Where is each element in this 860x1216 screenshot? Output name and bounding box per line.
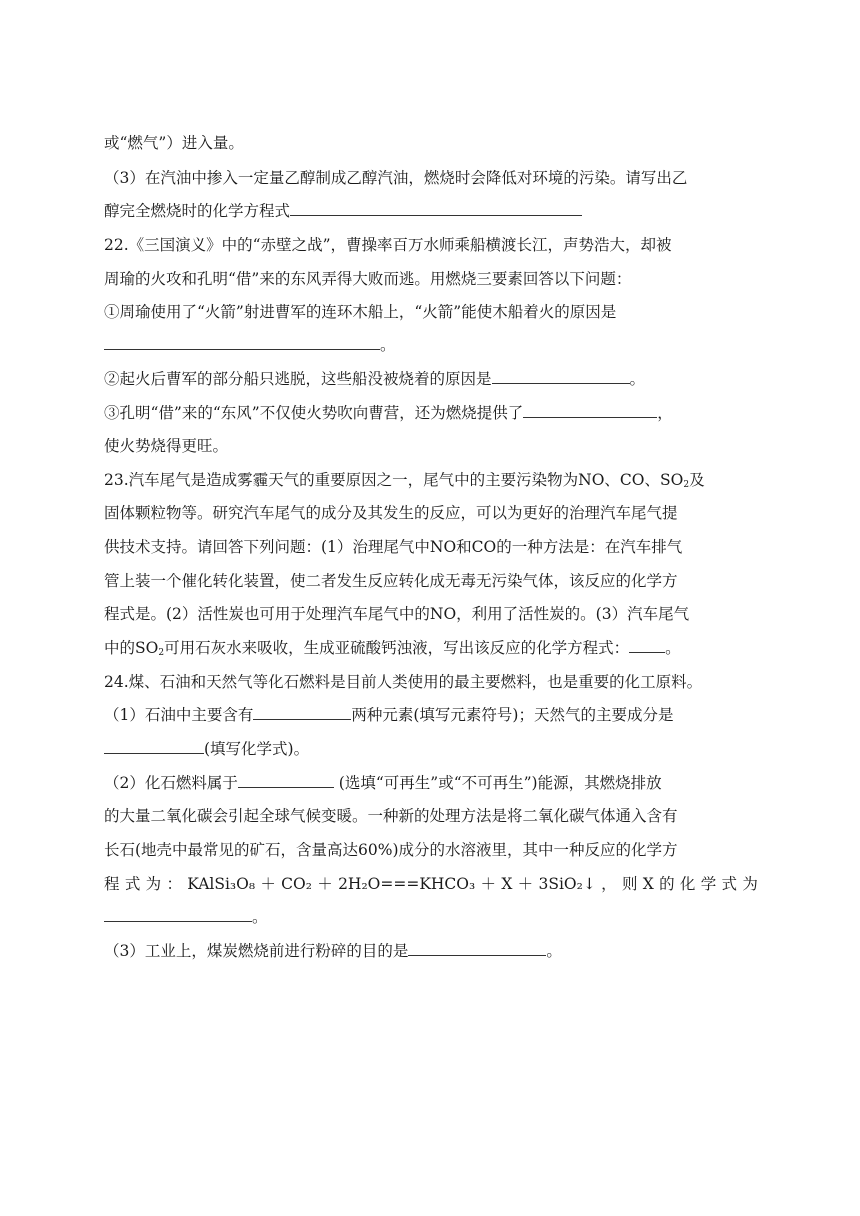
answer-blank-natural-gas-formula[interactable] xyxy=(104,739,204,754)
q24-line-7: 程 式 为 ： KAlSi₃O₈ ＋ CO₂ ＋ 2H₂O===KHCO₃ ＋ X ＋ 3SiO₂↓ ， 则 X 的 化 学 式 为 xyxy=(104,875,758,893)
q23-line-4: 管上装一个催化转化装置，使二者发生反应转化成无毒无污染气体，该反应的化学方 xyxy=(104,572,678,590)
q24-line-6: 长石(地壳中最常见的矿石，含量高达60%)成分的水溶液里，其中一种反应的化学方 xyxy=(104,841,678,859)
q21-line-2 xyxy=(104,168,687,188)
q23-line-3: 供技术支持。请回答下列问题：(1）治理尾气中NO和CO的一种方法是：在汽车排气 xyxy=(104,538,683,556)
q24-line-4: （2）化石燃料属于 (选填“可再生”或“不可再生”)能源，其燃烧排放 xyxy=(104,774,662,792)
q24-line-8: 。 xyxy=(104,907,268,927)
q21-line-1 xyxy=(104,133,244,153)
q22-text-6: ③孔明“借”来的“东风”不仅使火势吹向曹营，还为燃烧提供了 xyxy=(104,404,524,422)
q24-line-9: （3）工业上，煤炭燃烧前进行粉碎的目的是 。 xyxy=(104,942,562,960)
q21-text-1: 或“燃气”）进入量。 xyxy=(104,134,244,152)
answer-blank-equation[interactable] xyxy=(290,201,582,216)
q22-line-4: 。 xyxy=(104,335,396,355)
q24-line-2: （1）石油中主要含有 两种元素(填写元素符号)；天然气的主要成分是 xyxy=(104,706,674,724)
q23-line-2: 固体颗粒物等。研究汽车尾气的成分及其发生的反应，可以为更好的治理汽车尾气提 xyxy=(104,504,678,522)
q24-line-5: 的大量二氧化碳会引起全球气候变暖。一种新的处理方法是将二氧化碳气体通入含有 xyxy=(104,807,678,825)
answer-blank-petroleum-elements[interactable] xyxy=(253,705,351,720)
q22-line-6: ③孔明“借”来的“东风”不仅使火势吹向曹营，还为燃烧提供了 ， xyxy=(104,404,673,422)
q22-text-5: ②起火后曹军的部分船只逃脱，这些船没被烧着的原因是 xyxy=(104,370,492,388)
q23-line-6: 中的$SO_2$可用石灰水来吸收，生成亚硫酸钙浊液，写出该反应的化学方程式： 。 xyxy=(104,639,681,658)
answer-blank-renewable[interactable] xyxy=(238,773,334,788)
q22-text-3: ①周瑜使用了“火箭”射进曹军的连环木船上，“火箭”能使木船着火的原因是 xyxy=(104,303,617,321)
q21-line-3 xyxy=(104,201,582,221)
answer-blank-east-wind[interactable] xyxy=(523,403,657,418)
q22-line-2 xyxy=(104,269,631,289)
q22-text-1: 22.《三国演义》中的“赤壁之战”，曹操率百万水师乘船横渡长江，声势浩大，却被 xyxy=(104,236,672,254)
q23-line-1: 23.汽车尾气是造成雾霾天气的重要原因之一，尾气中的主要污染物为NO、CO、$SO_2$及 xyxy=(104,471,705,490)
answer-blank-fire-arrow[interactable] xyxy=(104,335,380,350)
q22-line-7 xyxy=(104,436,228,456)
answer-blank-coal-crushing[interactable] xyxy=(408,941,546,956)
q23-line-5: 程式是。(2）活性炭也可用于处理汽车尾气中的NO，利用了活性炭的。(3）汽车尾气 xyxy=(104,605,690,623)
q21-text-2: （3）在汽油中掺入一定量乙醇制成乙醇汽油，燃烧时会降低对环境的污染。请写出乙 xyxy=(104,169,688,187)
answer-blank-x-formula[interactable] xyxy=(104,907,252,922)
q21-text-3: 醇完全燃烧时的化学方程式 xyxy=(104,202,291,220)
q22-line-5: ②起火后曹军的部分船只逃脱，这些船没被烧着的原因是 。 xyxy=(104,370,646,388)
q22-line-3 xyxy=(104,302,616,322)
q24-line-1: 24.煤、石油和天然气等化石燃料是目前人类使用的最主要燃料，也是重要的化工原料。 xyxy=(104,673,703,691)
q22-text-2: 周瑜的火攻和孔明“借”来的东风弄得大败而逃。用燃烧三要素回答以下问题： xyxy=(104,270,632,288)
q22-line-1 xyxy=(104,235,672,255)
q22-text-7: 使火势烧得更旺。 xyxy=(104,437,229,455)
q24-line-3: (填写化学式)。 xyxy=(104,739,309,759)
answer-blank-ships-escape[interactable] xyxy=(492,369,630,384)
answer-blank-so2-equation[interactable] xyxy=(629,638,665,653)
